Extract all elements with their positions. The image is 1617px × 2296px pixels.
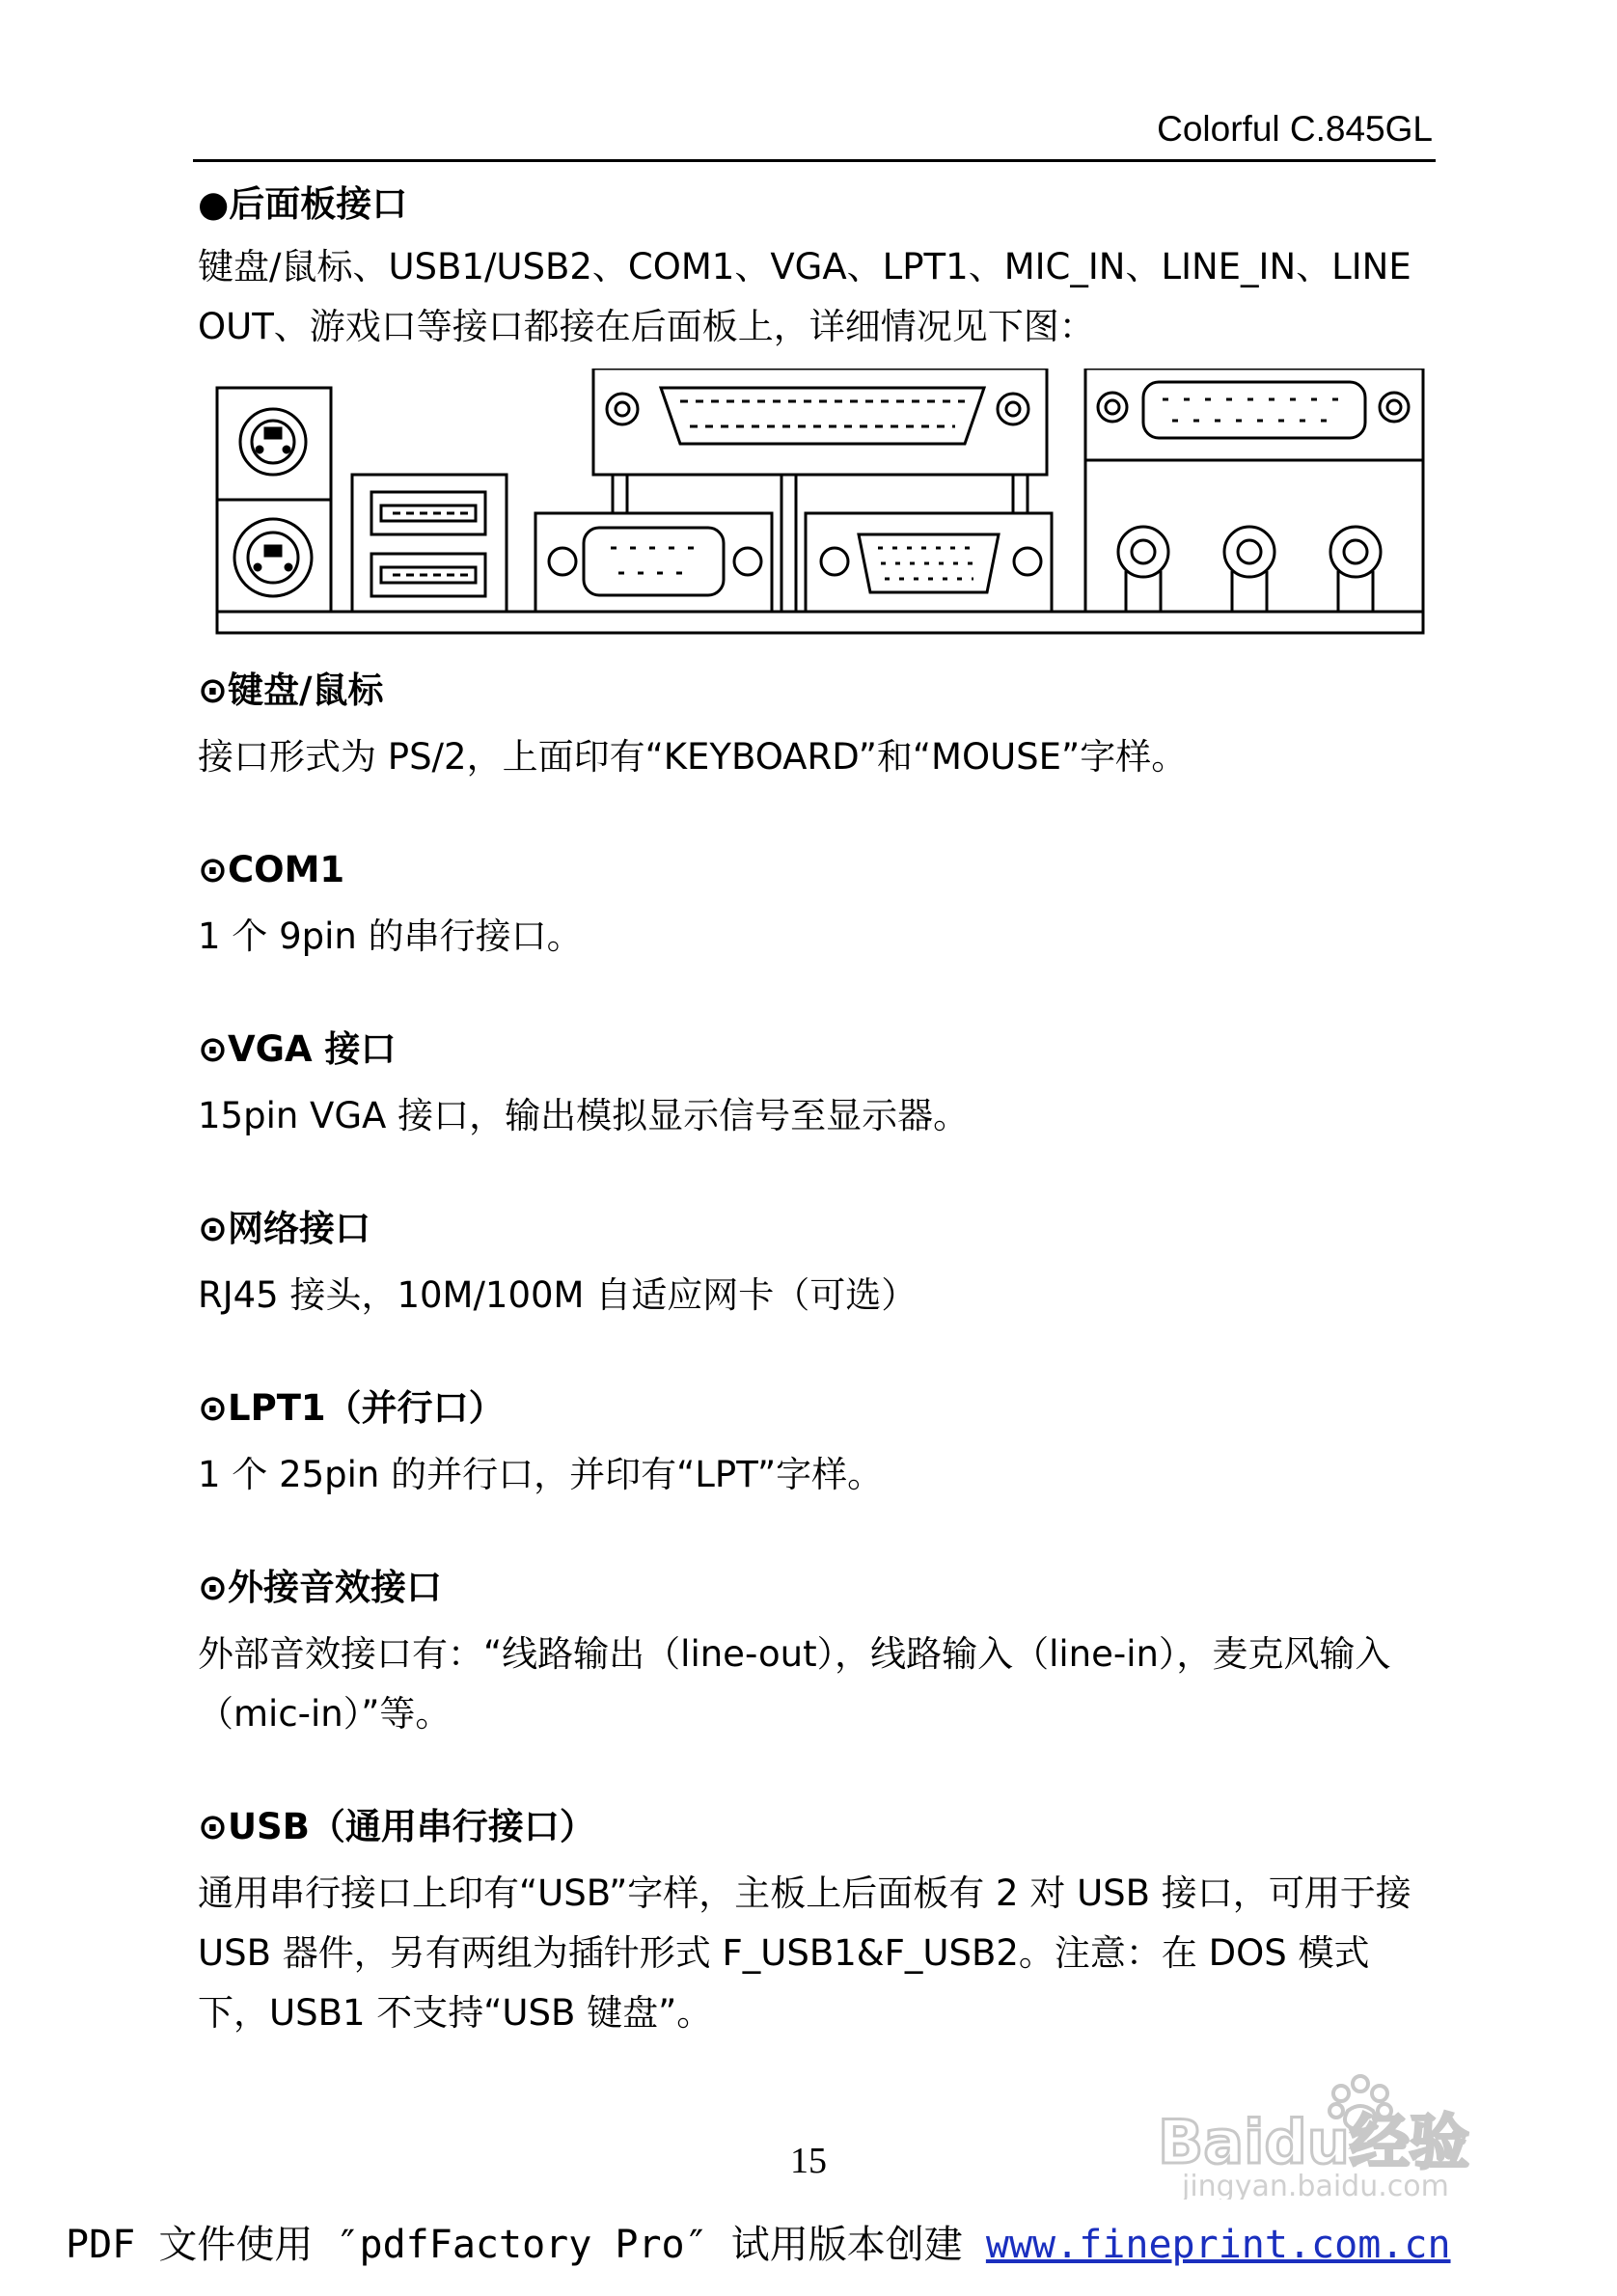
watermark-url: jingyan.baidu.com: [1182, 2170, 1449, 2200]
section-title: ⊙外接音效接口: [198, 1567, 443, 1608]
section-usb: [198, 1804, 1438, 2043]
intro-body: 键盘/鼠标、USB1/USB2、COM1、VGA、LPT1、MIC_IN、LINE_IN、LINE OUT、游戏口等接口都接在后面板上，详细情况见下图：: [198, 246, 1411, 347]
section-title: ⊙USB（通用串行接口）: [198, 1806, 595, 1847]
fineprint-link[interactable]: www.fineprint.com.cn: [985, 2223, 1451, 2267]
game-audio-ports-icon: [1085, 369, 1423, 612]
usb-ports-icon: [352, 475, 507, 612]
page-number: 15: [790, 2141, 827, 2181]
section-title: ⊙LPT1（并行口）: [198, 1387, 505, 1429]
section-com1: [198, 847, 1438, 967]
section-title: ⊙网络接口: [198, 1208, 371, 1249]
section-title: ⊙COM1: [198, 849, 345, 890]
section-body: 接口形式为 PS/2，上面印有“KEYBOARD”和“MOUSE”字样。: [198, 736, 1188, 778]
section-lpt1: [198, 1385, 1438, 1505]
section-body: RJ45 接头，10M/100M 自适应网卡（可选）: [198, 1274, 918, 1316]
section-keyboard-mouse: [198, 668, 1438, 787]
section-body: 1 个 9pin 的串行接口。: [198, 916, 583, 957]
com1-port-icon: [535, 513, 772, 612]
section-title: ⊙VGA 接口: [198, 1028, 397, 1070]
section-body: 1 个 25pin 的并行口，并印有“LPT”字样。: [198, 1454, 884, 1495]
section-network: [198, 1206, 1438, 1326]
ps2-ports-icon: [217, 388, 331, 612]
section-vga: [198, 1026, 1438, 1146]
lpt-port-icon: [593, 369, 1047, 513]
page-header: Colorful C.845GL: [1157, 109, 1433, 149]
panel-base: [217, 612, 1423, 633]
header-rule: [193, 159, 1436, 162]
section-body: 外部音效接口有：“线路输出（line-out），线路输入（line-in），麦克风输入（mic-in）”等。: [198, 1633, 1391, 1735]
watermark-logo-text: Baidu经验: [1158, 2107, 1469, 2177]
rear-panel-diagram: [198, 369, 1438, 648]
page-content: [198, 181, 1438, 2043]
section-body: 通用串行接口上印有“USB”字样，主板上后面板有 2 对 USB 接口，可用于接 USB 器件，另有两组为插针形式 F_USB1&F_USB2。注意：在 DOS 模式下，USB1 不支持“USB 键盘”。: [198, 1872, 1411, 2034]
section-body: 15pin VGA 接口，输出模拟显示信号至显示器。: [198, 1095, 970, 1136]
footer-text: PDF 文件使用 ″pdfFactory Pro″ 试用版本创建: [66, 2223, 986, 2267]
vga-port-icon: [806, 513, 1052, 612]
intro-title: ●后面板接口: [198, 183, 408, 225]
section-title: ⊙键盘/鼠标: [198, 670, 384, 711]
pdf-footer: [66, 2219, 1571, 2271]
section-audio: [198, 1565, 1438, 1744]
